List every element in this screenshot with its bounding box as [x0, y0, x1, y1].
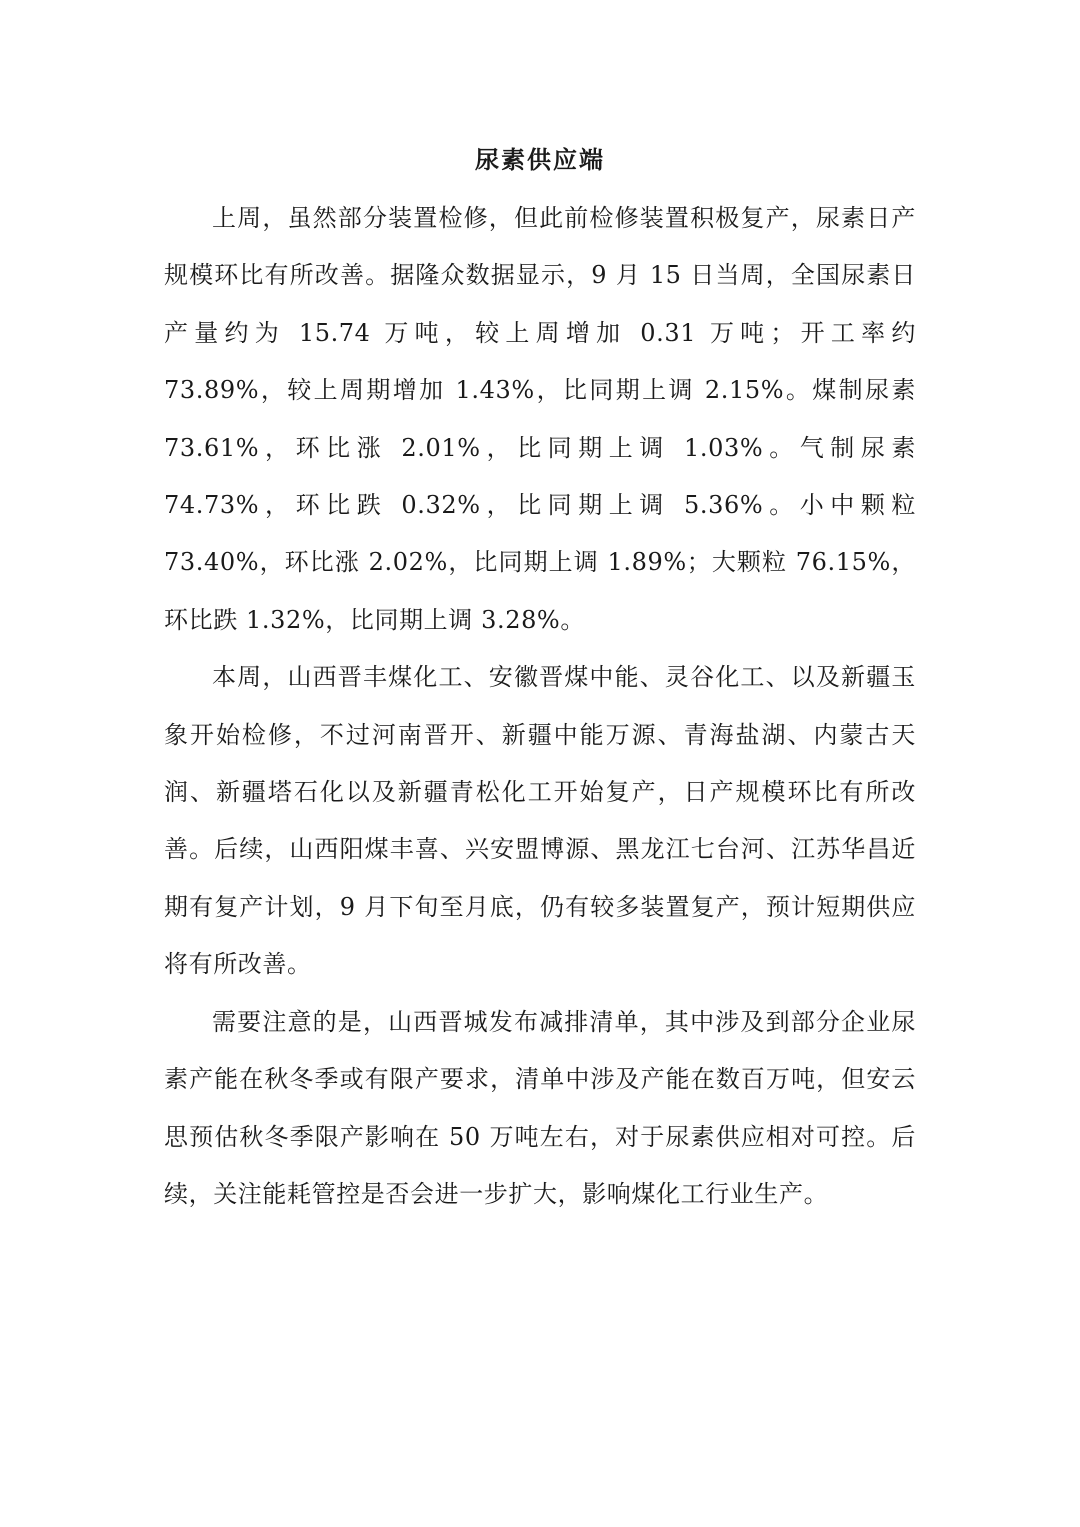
paragraph-last-week-output: 上周，虽然部分装置检修，但此前检修装置积极复产，尿素日产规模环比有所改善。据隆众数据显示，9 月 15 日当周，全国尿素日产量约为 15.74 万吨，较上周增加 0.31 万吨；开工率约 73.89%，较上周期增加 1.43%，比同期上调 2.15%。煤制尿素 73.61%，环比涨 2.01%，比同期上调 1.03%。气制尿素 74.73%，环比跌 0.32%，比同期上调 5.36%。小中颗粒 73.40%，环比涨 2.02%，比同期上调 1.89%；大颗粒 76.15%，环比跌 1.32%，比同期上调 3.28%。 — [164, 204, 916, 634]
page-title: 尿素供应端 — [475, 145, 605, 174]
paragraph-this-week-maintenance: 本周，山西晋丰煤化工、安徽晋煤中能、灵谷化工、以及新疆玉象开始检修，不过河南晋开、新疆中能万源、青海盐湖、内蒙古天润、新疆塔石化以及新疆青松化工开始复产，日产规模环比有所改善。后续，山西阳煤丰喜、兴安盟博源、黑龙江七台河、江苏华昌近期有复产计划，9 月下旬至月底，仍有较多装置复产，预计短期供应将有所改善。 — [164, 663, 916, 979]
paragraph-emission-reduction: 需要注意的是，山西晋城发布减排清单，其中涉及到部分企业尿素产能在秋冬季或有限产要求，清单中涉及产能在数百万吨，但安云思预估秋冬季限产影响在 50 万吨左右，对于尿素供应相对可控。后续，关注能耗管控是否会进一步扩大，影响煤化工行业生产。 — [164, 1007, 916, 1208]
document-body — [164, 190, 916, 1223]
